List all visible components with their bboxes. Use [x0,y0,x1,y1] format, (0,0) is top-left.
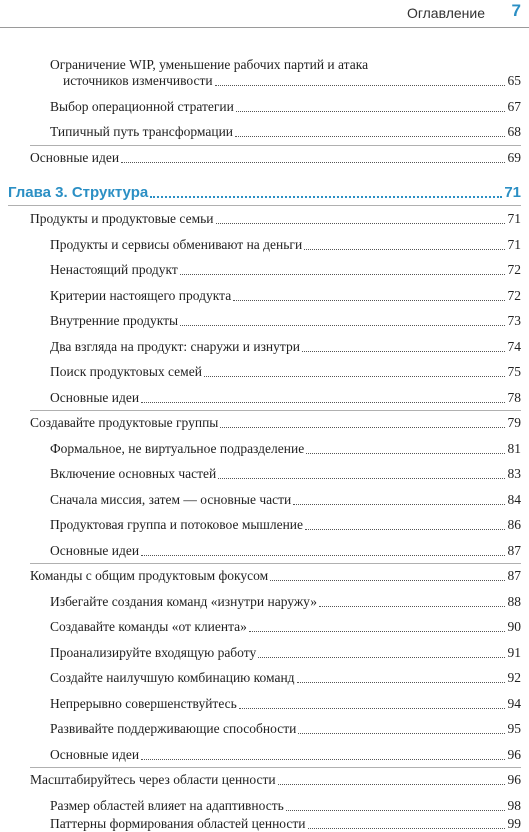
toc-entry-title: Выбор операционной стратегии [50,99,234,114]
dot-leader [298,732,505,734]
toc-entry[interactable] [0,798,529,814]
toc-entry-title: Типичный путь трансформации [50,124,234,139]
dot-leader [319,605,505,607]
toc-entry[interactable] [0,57,529,89]
dot-leader [141,554,505,556]
divider [8,205,521,206]
toc-chapter[interactable] [0,184,529,202]
toc-entry[interactable] [0,645,529,661]
toc-entry-title: Ненастоящий продукт [50,262,178,277]
toc-entry[interactable] [0,415,529,431]
toc-entry-page: 69 [507,150,521,165]
toc-entry-title: Продукты и продуктовые семьи [30,211,214,226]
toc-entry-page: 65 [507,73,521,88]
toc-entry-page: 71 [507,211,521,226]
toc-entry[interactable] [0,594,529,610]
toc-entry-title: Формальное, не виртуальное подразделение [50,441,305,456]
dot-leader [304,248,505,250]
toc-entry-page: 98 [507,798,521,813]
toc-entry[interactable] [0,568,529,584]
toc-entry-title: Основные идеи [50,747,140,762]
toc-entry[interactable] [0,670,529,686]
toc-entry[interactable] [0,816,529,832]
dot-leader [141,758,505,760]
divider [30,563,521,564]
toc-entry-title: Основные идеи [30,150,120,165]
toc-entry[interactable] [0,288,529,304]
divider [30,410,521,411]
toc-entry-title: Внутренние продукты [50,313,179,328]
toc-entry-page: 73 [507,313,521,328]
toc-entry[interactable] [0,150,529,166]
toc-entry-page: 87 [507,543,521,558]
dot-leader [249,630,505,632]
toc-entry-title: Критерии настоящего продукта [50,288,232,303]
toc-entry-page: 81 [507,441,521,456]
toc-entry-title-continued: источников изменчивости [63,73,213,88]
dot-leader [270,579,505,581]
toc-entry-page: 94 [507,696,521,711]
toc-entry-page: 96 [507,772,521,787]
dot-leader [306,452,505,454]
divider [30,145,521,146]
chapter-title: Глава 3. Структура [8,184,149,201]
toc-entry-title: Создавайте команды «от клиента» [50,619,247,634]
toc-entry-title: Создавайте продуктовые группы [30,415,219,430]
toc-entry[interactable] [0,211,529,227]
dot-leader [220,426,505,428]
toc-entry-page: 83 [507,466,521,481]
dot-leader [215,84,505,86]
dot-leader [233,299,505,301]
divider [30,767,521,768]
toc-entry[interactable] [0,517,529,533]
toc-entry[interactable] [0,364,529,380]
toc-entry-title: Продуктовая группа и потоковое мышление [50,517,304,532]
toc-entry-page: 74 [507,339,521,354]
toc-entry[interactable] [0,390,529,406]
toc-entry-page: 88 [507,594,521,609]
toc-entry-title: Продукты и сервисы обменивают на деньги [50,237,303,252]
toc-entry-page: 95 [507,721,521,736]
toc-entry-title: Избегайте создания команд «изнутри наружу» [50,594,318,609]
toc-entry-page: 78 [507,390,521,405]
dot-leader [297,681,505,683]
header-rule [0,27,529,28]
toc-entry[interactable] [0,99,529,115]
toc-entry-page: 67 [507,99,521,114]
dot-leader [278,783,505,785]
toc-entry[interactable] [0,339,529,355]
toc-entry-page: 96 [507,747,521,762]
toc-entry-title: Развивайте поддерживающие способности [50,721,297,736]
toc-entry-page: 75 [507,364,521,379]
toc-entry[interactable] [0,237,529,253]
toc-entry-title: Два взгляда на продукт: снаружи и изнутри [50,339,300,354]
dot-leader [180,324,505,326]
toc-entry-title: Паттерны формирования областей ценности [50,816,306,831]
toc-entry-title: Включение основных частей [50,466,217,481]
dot-leader [308,827,506,829]
dot-leader [121,161,505,163]
page-number: 7 [511,1,521,20]
toc-entry[interactable] [0,619,529,635]
toc-entry[interactable] [0,124,529,140]
toc-entry[interactable] [0,696,529,712]
toc-entry-page: 86 [507,517,521,532]
toc-entry-title: Создайте наилучшую комбинацию команд [50,670,295,685]
toc-entry-page: 84 [507,492,521,507]
toc-entry[interactable] [0,747,529,763]
toc-entry[interactable] [0,492,529,508]
toc-entry-page: 91 [507,645,521,660]
toc-entry-page: 71 [507,237,521,252]
dot-leader [180,273,505,275]
dot-leader [141,401,505,403]
dot-leader [236,110,505,112]
toc-entry[interactable] [0,721,529,737]
dot-leader [302,350,505,352]
toc-entry-page: 90 [507,619,521,634]
toc-entry-title: Размер областей влияет на адаптивность [50,798,284,813]
toc-entry-title: Масштабируйтесь через области ценности [30,772,276,787]
dot-leader [239,707,505,709]
toc-entry-page: 99 [507,816,521,831]
chapter-page: 71 [504,184,521,201]
dot-leader [258,656,505,658]
toc-entry-title: Основные идеи [50,390,140,405]
toc-entry-page: 72 [507,262,521,277]
toc-entry[interactable] [0,262,529,278]
dot-leader [235,135,505,137]
dot-leader [218,477,505,479]
toc-entry-page: 92 [507,670,521,685]
toc-entry-page: 72 [507,288,521,303]
dot-leader [216,222,506,224]
toc-entry[interactable] [0,313,529,329]
toc-entry-title: Непрерывно совершенствуйтесь [50,696,237,711]
toc-entry-title: Сначала миссия, затем — основные части [50,492,292,507]
running-header-title: Оглавление [406,5,485,21]
toc-entry[interactable] [0,772,529,788]
toc-entry-title: Проанализируйте входящую работу [50,645,257,660]
toc-entry[interactable] [0,441,529,457]
toc-entry[interactable] [0,543,529,559]
dot-leader [204,375,505,377]
toc-entry-page: 79 [507,415,521,430]
toc-entry[interactable] [0,466,529,482]
dot-leader [286,809,505,811]
toc-entry-title: Команды с общим продуктовым фокусом [30,568,269,583]
dot-leader [150,195,502,198]
toc-entry-page: 87 [507,568,521,583]
toc-entry-title: Ограничение WIP, уменьшение рабочих партий и атака [50,57,369,72]
toc-entry-page: 68 [507,124,521,139]
page-header [0,0,529,27]
toc-entry-title: Основные идеи [50,543,140,558]
dot-leader [293,503,505,505]
toc-entry-title: Поиск продуктовых семей [50,364,202,379]
dot-leader [305,528,505,530]
